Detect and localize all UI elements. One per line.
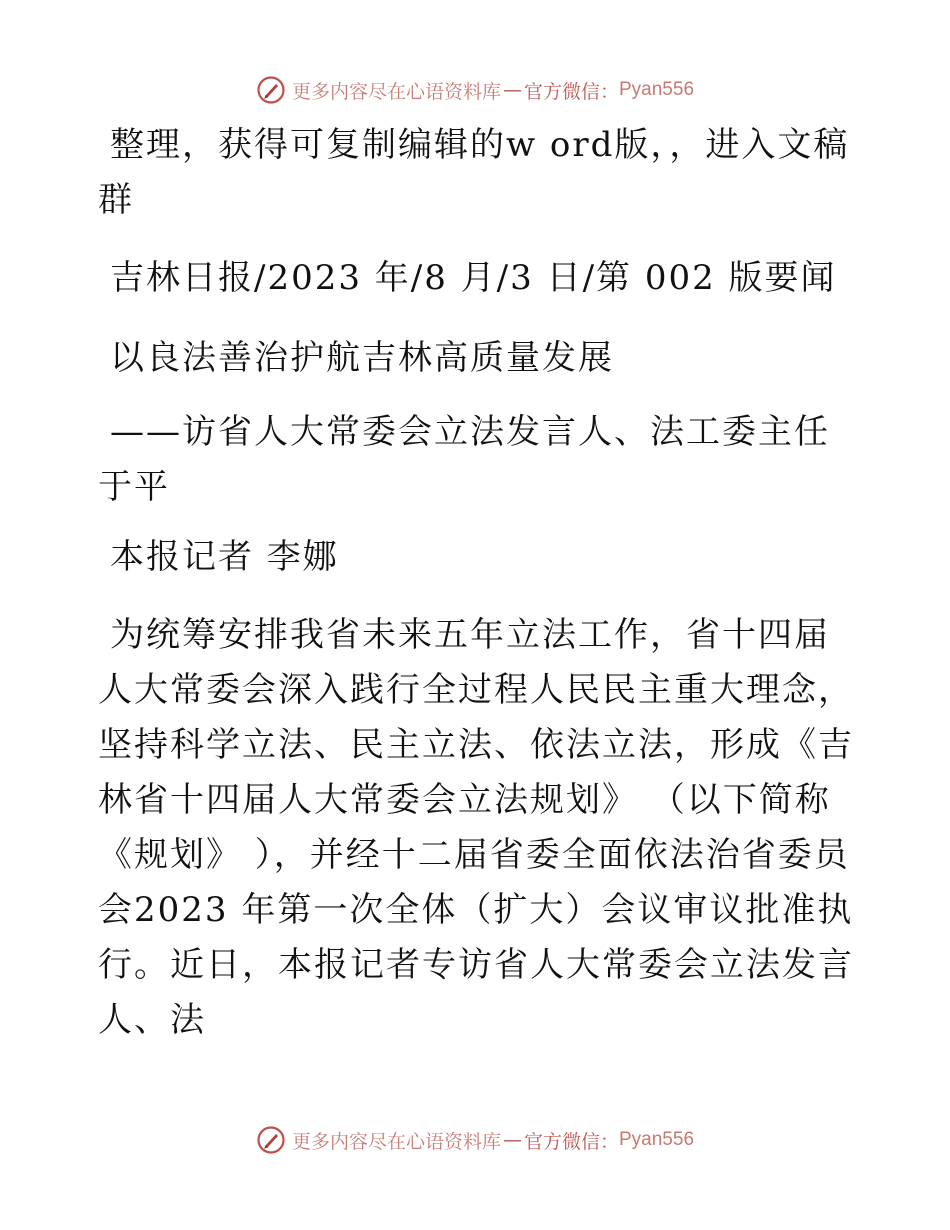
header-watermark <box>0 70 950 110</box>
watermark-site-text: 更多内容尽在心语资料库 <box>291 80 501 103</box>
watermark-site-text: 更多内容尽在心语资料库 <box>291 1130 501 1153</box>
watermark-wechat-id: Pyan556 <box>619 79 695 100</box>
byline: 本报记者 李娜 <box>110 537 339 577</box>
watermark-separator: — <box>502 79 522 101</box>
quill-pen-logo-icon <box>256 1125 286 1155</box>
footer-watermark <box>0 1120 950 1160</box>
watermark-separator: — <box>502 1129 522 1151</box>
subheadline: ——访省人大常委会立法发言人、法工委主任于平 <box>98 412 830 507</box>
watermark-wechat-id: Pyan556 <box>619 1129 695 1150</box>
source-line: 吉林日报/2023 年/8 月/3 日/第 002 版要闻 <box>110 258 837 298</box>
headline: 以良法善治护航吉林高质量发展 <box>110 338 614 378</box>
intro-line: 整理，获得可复制编辑的w ord版，，进入文稿群 <box>98 125 850 220</box>
watermark-wechat-label: 官方微信： <box>523 1130 619 1153</box>
body-paragraph: 为统筹安排我省未来五年立法工作，省十四届人大常委会深入践行全过程人民民主重大理念，坚持科学立法、民主立法、依法立法，形成《吉林省十四届人大常委会立法规划》 （以下简称《规划》 ），并经十二届省委全面依法治省委员会2023 年第一次全体（扩大）会议审议批准执行。近日，本报记者专访省人大常委会立法发言人、法 <box>98 615 854 1040</box>
quill-pen-logo-icon <box>256 75 286 105</box>
watermark-wechat-label: 官方微信： <box>523 80 619 103</box>
